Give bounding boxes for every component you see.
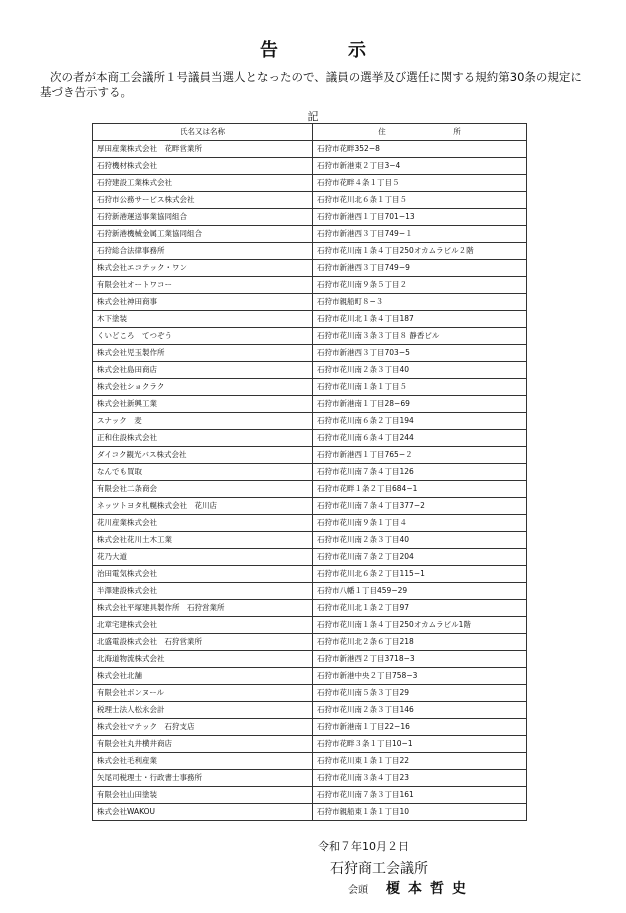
member-name-cell: なんでも買取 <box>93 464 313 481</box>
member-address-cell: 石狩市花川南１条１丁目５ <box>313 379 527 396</box>
member-address-cell: 石狩市花畔４条１丁目５ <box>313 175 527 192</box>
notice-title: 告 示 <box>260 40 392 61</box>
member-address-cell: 石狩市新港南１丁目22−16 <box>313 719 527 736</box>
table-row <box>93 566 527 583</box>
member-address-cell: 石狩市花川南６条４丁目244 <box>313 430 527 447</box>
member-name-cell: 厚田産業株式会社 花畔営業所 <box>93 141 313 158</box>
member-address-cell: 石狩市花川南２条３丁目40 <box>313 362 527 379</box>
member-name-cell: 石狩機材株式会社 <box>93 158 313 175</box>
member-address-cell: 石狩市親船町８−３ <box>313 294 527 311</box>
representative-role: 会頭 <box>348 885 368 896</box>
member-address-cell: 石狩市花川南２条３丁目146 <box>313 702 527 719</box>
member-name-cell: 石狩建設工業株式会社 <box>93 175 313 192</box>
table-header-row <box>93 124 527 141</box>
member-name-cell: 有限会社丸井横井商店 <box>93 736 313 753</box>
table-row <box>93 804 527 821</box>
member-name-cell: 花川産業株式会社 <box>93 515 313 532</box>
member-address-cell: 石狩市新港西１丁目701−13 <box>313 209 527 226</box>
member-name-cell: 矢尾司税理士・行政書士事務所 <box>93 770 313 787</box>
member-address-cell: 石狩市花川南１条４丁目250オカムラビル1階 <box>313 617 527 634</box>
member-address-cell: 石狩市花畔３条１丁目10−1 <box>313 736 527 753</box>
member-name-cell: 半澤建設株式会社 <box>93 583 313 600</box>
member-name-cell: 石狩新港機械金属工業協同組合 <box>93 226 313 243</box>
intro-paragraph: 次の者が本商工会議所１号議員当選人となったので、議員の選挙及び選任に関する規約第30条の規定に基づき告示する。 <box>40 70 582 99</box>
member-name-cell: 株式会社毛利産業 <box>93 753 313 770</box>
table-row <box>93 277 527 294</box>
table-row <box>93 141 527 158</box>
table-row <box>93 549 527 566</box>
member-address-cell: 石狩市花畔352−8 <box>313 141 527 158</box>
table-row <box>93 736 527 753</box>
member-address-cell: 石狩市花川北１条２丁目97 <box>313 600 527 617</box>
table-row <box>93 617 527 634</box>
member-name-cell: ネッツトヨタ札幌株式会社 花川店 <box>93 498 313 515</box>
member-address-cell: 石狩市親船東１条１丁目10 <box>313 804 527 821</box>
member-address-cell: 石狩市新港西３丁目703−5 <box>313 345 527 362</box>
table-row <box>93 583 527 600</box>
member-table <box>92 123 527 821</box>
member-name-cell: 税理士法人松永会計 <box>93 702 313 719</box>
member-name-cell: 石狩総合法律事務所 <box>93 243 313 260</box>
member-address-cell: 石狩市花川南３条３丁目８ 静香ビル <box>313 328 527 345</box>
member-name-cell: 正和住設株式会社 <box>93 430 313 447</box>
member-name-cell: 治田電気株式会社 <box>93 566 313 583</box>
representative <box>348 878 474 898</box>
table-row <box>93 651 527 668</box>
member-name-cell: 木下塗装 <box>93 311 313 328</box>
address-column-header: 住 所 <box>313 124 527 141</box>
table-row <box>93 413 527 430</box>
member-name-cell: 北海道物流株式会社 <box>93 651 313 668</box>
member-name-cell: 石狩新港運送事業協同組合 <box>93 209 313 226</box>
member-address-cell: 石狩市花川北６条２丁目115−1 <box>313 566 527 583</box>
notice-date: 令和７年10月２日 <box>318 840 409 853</box>
member-address-cell: 石狩市八幡１丁目459−29 <box>313 583 527 600</box>
member-address-cell: 石狩市花川南２条３丁目40 <box>313 532 527 549</box>
member-address-cell: 石狩市花川南１条４丁目250オカムラビル２階 <box>313 243 527 260</box>
member-address-cell: 石狩市花畔１条２丁目684−1 <box>313 481 527 498</box>
member-name-cell: 株式会社北舗 <box>93 668 313 685</box>
table-row <box>93 515 527 532</box>
table-row <box>93 668 527 685</box>
member-name-cell: 株式会社エコテック・ワン <box>93 260 313 277</box>
table-row <box>93 243 527 260</box>
member-address-cell: 石狩市花川南７条３丁目161 <box>313 787 527 804</box>
member-name-cell: くいどころ てつぞう <box>93 328 313 345</box>
table-row <box>93 396 527 413</box>
table-row <box>93 532 527 549</box>
representative-name: 榎本哲史 <box>386 881 474 897</box>
member-name-cell: 株式会社WAKOU <box>93 804 313 821</box>
member-address-cell: 石狩市新港南１丁目28−69 <box>313 396 527 413</box>
ki-heading: 記 <box>307 110 319 123</box>
table-row <box>93 328 527 345</box>
table-row <box>93 447 527 464</box>
table-row <box>93 753 527 770</box>
table-row <box>93 498 527 515</box>
table-row <box>93 481 527 498</box>
member-address-cell: 石狩市新港東２丁目3−4 <box>313 158 527 175</box>
table-row <box>93 175 527 192</box>
table-row <box>93 209 527 226</box>
member-name-cell: 有限会社ボンヌール <box>93 685 313 702</box>
member-address-cell: 石狩市新港西３丁目749−9 <box>313 260 527 277</box>
member-name-cell: 株式会社新興工業 <box>93 396 313 413</box>
table-row <box>93 192 527 209</box>
table-row <box>93 770 527 787</box>
member-name-cell: ダイコク観光バス株式会社 <box>93 447 313 464</box>
member-address-cell: 石狩市花川北６条１丁目５ <box>313 192 527 209</box>
table-row <box>93 379 527 396</box>
member-name-cell: 株式会社児玉製作所 <box>93 345 313 362</box>
table-row <box>93 464 527 481</box>
member-address-cell: 石狩市花川南９条５丁目２ <box>313 277 527 294</box>
organization-name: 石狩商工会議所 <box>330 861 428 877</box>
table-row <box>93 260 527 277</box>
member-name-cell: 花乃大道 <box>93 549 313 566</box>
member-address-cell: 石狩市花川南９条１丁目４ <box>313 515 527 532</box>
name-column-header: 氏名又は名称 <box>93 124 313 141</box>
table-row <box>93 226 527 243</box>
member-name-cell: 株式会社島田商店 <box>93 362 313 379</box>
member-name-cell: スナック 麦 <box>93 413 313 430</box>
member-name-cell: 株式会社平塚建具製作所 石狩営業所 <box>93 600 313 617</box>
table-row <box>93 719 527 736</box>
table-row <box>93 702 527 719</box>
table-row <box>93 685 527 702</box>
member-name-cell: 有限会社二条商会 <box>93 481 313 498</box>
member-address-cell: 石狩市花川南５条３丁目29 <box>313 685 527 702</box>
member-address-cell: 石狩市花川南６条２丁目194 <box>313 413 527 430</box>
member-address-cell: 石狩市花川南７条２丁目204 <box>313 549 527 566</box>
table-row <box>93 362 527 379</box>
member-name-cell: 有限会社山田塗装 <box>93 787 313 804</box>
table-row <box>93 294 527 311</box>
member-name-cell: 北盛電設株式会社 石狩営業所 <box>93 634 313 651</box>
table-row <box>93 345 527 362</box>
member-address-cell: 石狩市花川南３条４丁目23 <box>313 770 527 787</box>
member-name-cell: 株式会社ショクラク <box>93 379 313 396</box>
table-row <box>93 600 527 617</box>
table-row <box>93 787 527 804</box>
member-address-cell: 石狩市花川北２条６丁目218 <box>313 634 527 651</box>
member-name-cell: 石狩市公務サービス株式会社 <box>93 192 313 209</box>
member-address-cell: 石狩市新港中央２丁目758−3 <box>313 668 527 685</box>
member-table-body <box>93 141 527 821</box>
member-address-cell: 石狩市花川南７条４丁目126 <box>313 464 527 481</box>
member-name-cell: 株式会社マテック 石狩支店 <box>93 719 313 736</box>
member-name-cell: 北章宅建株式会社 <box>93 617 313 634</box>
member-address-cell: 石狩市新港西１丁目765−２ <box>313 447 527 464</box>
member-address-cell: 石狩市花川南７条４丁目377−2 <box>313 498 527 515</box>
member-address-cell: 石狩市花川北１条４丁目187 <box>313 311 527 328</box>
member-name-cell: 有限会社オートワコー <box>93 277 313 294</box>
table-row <box>93 158 527 175</box>
table-row <box>93 430 527 447</box>
table-row <box>93 634 527 651</box>
member-name-cell: 株式会社神田商事 <box>93 294 313 311</box>
member-address-cell: 石狩市新港西２丁目3718−3 <box>313 651 527 668</box>
member-name-cell: 株式会社花川土木工業 <box>93 532 313 549</box>
member-address-cell: 石狩市花川東１条１丁目22 <box>313 753 527 770</box>
member-address-cell: 石狩市新港西３丁目749−１ <box>313 226 527 243</box>
table-row <box>93 311 527 328</box>
